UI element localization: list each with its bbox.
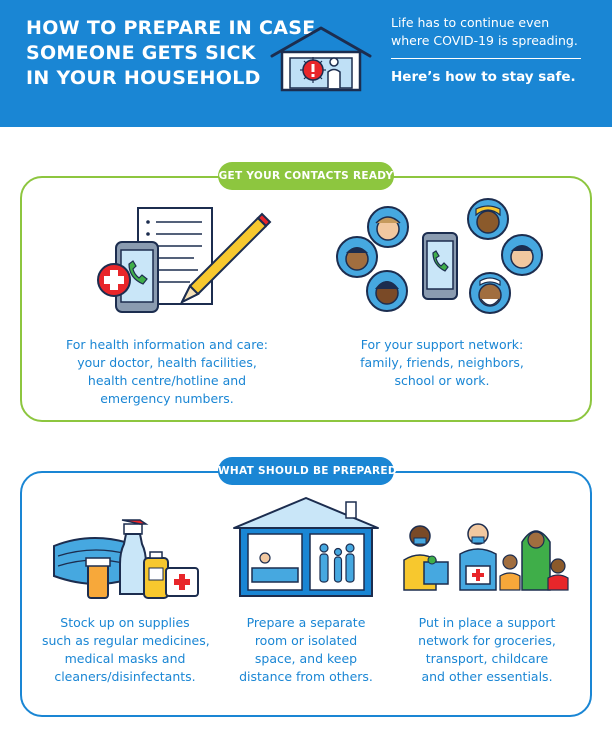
- room-caption: [226, 614, 386, 686]
- person-with-groceries-icon: [404, 526, 448, 590]
- caption-line: family, friends, neighbors,: [360, 355, 524, 370]
- spray-bottle-icon: [120, 520, 146, 594]
- caption-line: such as regular medicines,: [42, 633, 210, 648]
- header-intro: [391, 14, 591, 85]
- prepared-heading: WHAT SHOULD BE PREPARED: [218, 457, 394, 485]
- medicine-bottle-icon: [86, 558, 110, 598]
- caption-line: For health information and care:: [66, 337, 268, 352]
- caption-line: room or isolated: [254, 633, 358, 648]
- child-icon: [548, 559, 568, 590]
- smartphone-icon: [423, 233, 457, 299]
- title-line-2: SOMEONE GETS SICK: [26, 42, 256, 64]
- header-divider: [391, 58, 581, 59]
- caption-line: Put in place a support: [418, 615, 556, 630]
- supplies-caption: [42, 614, 208, 686]
- caption-line: Prepare a separate: [246, 615, 366, 630]
- caption-line: For your support network:: [360, 337, 524, 352]
- health-contacts-illustration: [94, 202, 274, 322]
- caption-line: network for groceries,: [418, 633, 556, 648]
- caption-line: medical masks and: [64, 651, 186, 666]
- medical-cross-icon: [98, 264, 130, 296]
- title-line-1: HOW TO PREPARE IN CASE: [26, 17, 316, 39]
- caption-line: and other essentials.: [421, 669, 553, 684]
- sick-house-icon: [268, 22, 374, 94]
- person-in-hijab-icon: [522, 531, 550, 590]
- contacts-heading: GET YOUR CONTACTS READY: [218, 162, 394, 190]
- hand-sanitizer-icon: [144, 552, 168, 598]
- support-network-illustration: [330, 193, 548, 325]
- person-face-icon: [468, 199, 508, 239]
- person-face-icon: [368, 207, 408, 247]
- caption-line: distance from others.: [239, 669, 373, 684]
- person-face-icon: [367, 271, 407, 311]
- page-title: [26, 16, 316, 91]
- header-tagline: Here’s how to stay safe.: [391, 69, 576, 85]
- health-contacts-caption: [42, 336, 292, 408]
- header-banner: [0, 0, 612, 127]
- title-line-3: IN YOUR HOUSEHOLD: [26, 67, 261, 89]
- intro-line-2: where COVID-19 is spreading.: [391, 33, 578, 48]
- network-caption: [402, 614, 572, 686]
- caption-line: transport, childcare: [425, 651, 549, 666]
- person-with-first-aid-icon: [460, 524, 496, 590]
- caption-line: emergency numbers.: [100, 391, 234, 406]
- person-face-icon: [470, 273, 510, 313]
- intro-line-1: Life has to continue even: [391, 15, 550, 30]
- support-network-caption: [322, 336, 562, 390]
- supplies-illustration: [50, 506, 200, 602]
- caption-line: health centre/hotline and: [87, 373, 247, 388]
- support-people-illustration: [398, 518, 574, 598]
- caption-line: space, and keep: [254, 651, 358, 666]
- first-aid-kit-icon: [166, 568, 198, 596]
- person-face-icon: [337, 237, 377, 277]
- caption-line: Stock up on supplies: [60, 615, 190, 630]
- caption-line: school or work.: [394, 373, 490, 388]
- person-face-icon: [502, 235, 542, 275]
- child-icon: [500, 555, 520, 590]
- family-icon: [320, 544, 354, 582]
- caption-line: your doctor, health facilities,: [77, 355, 257, 370]
- caption-line: cleaners/disinfectants.: [54, 669, 196, 684]
- isolated-room-illustration: [232, 494, 380, 598]
